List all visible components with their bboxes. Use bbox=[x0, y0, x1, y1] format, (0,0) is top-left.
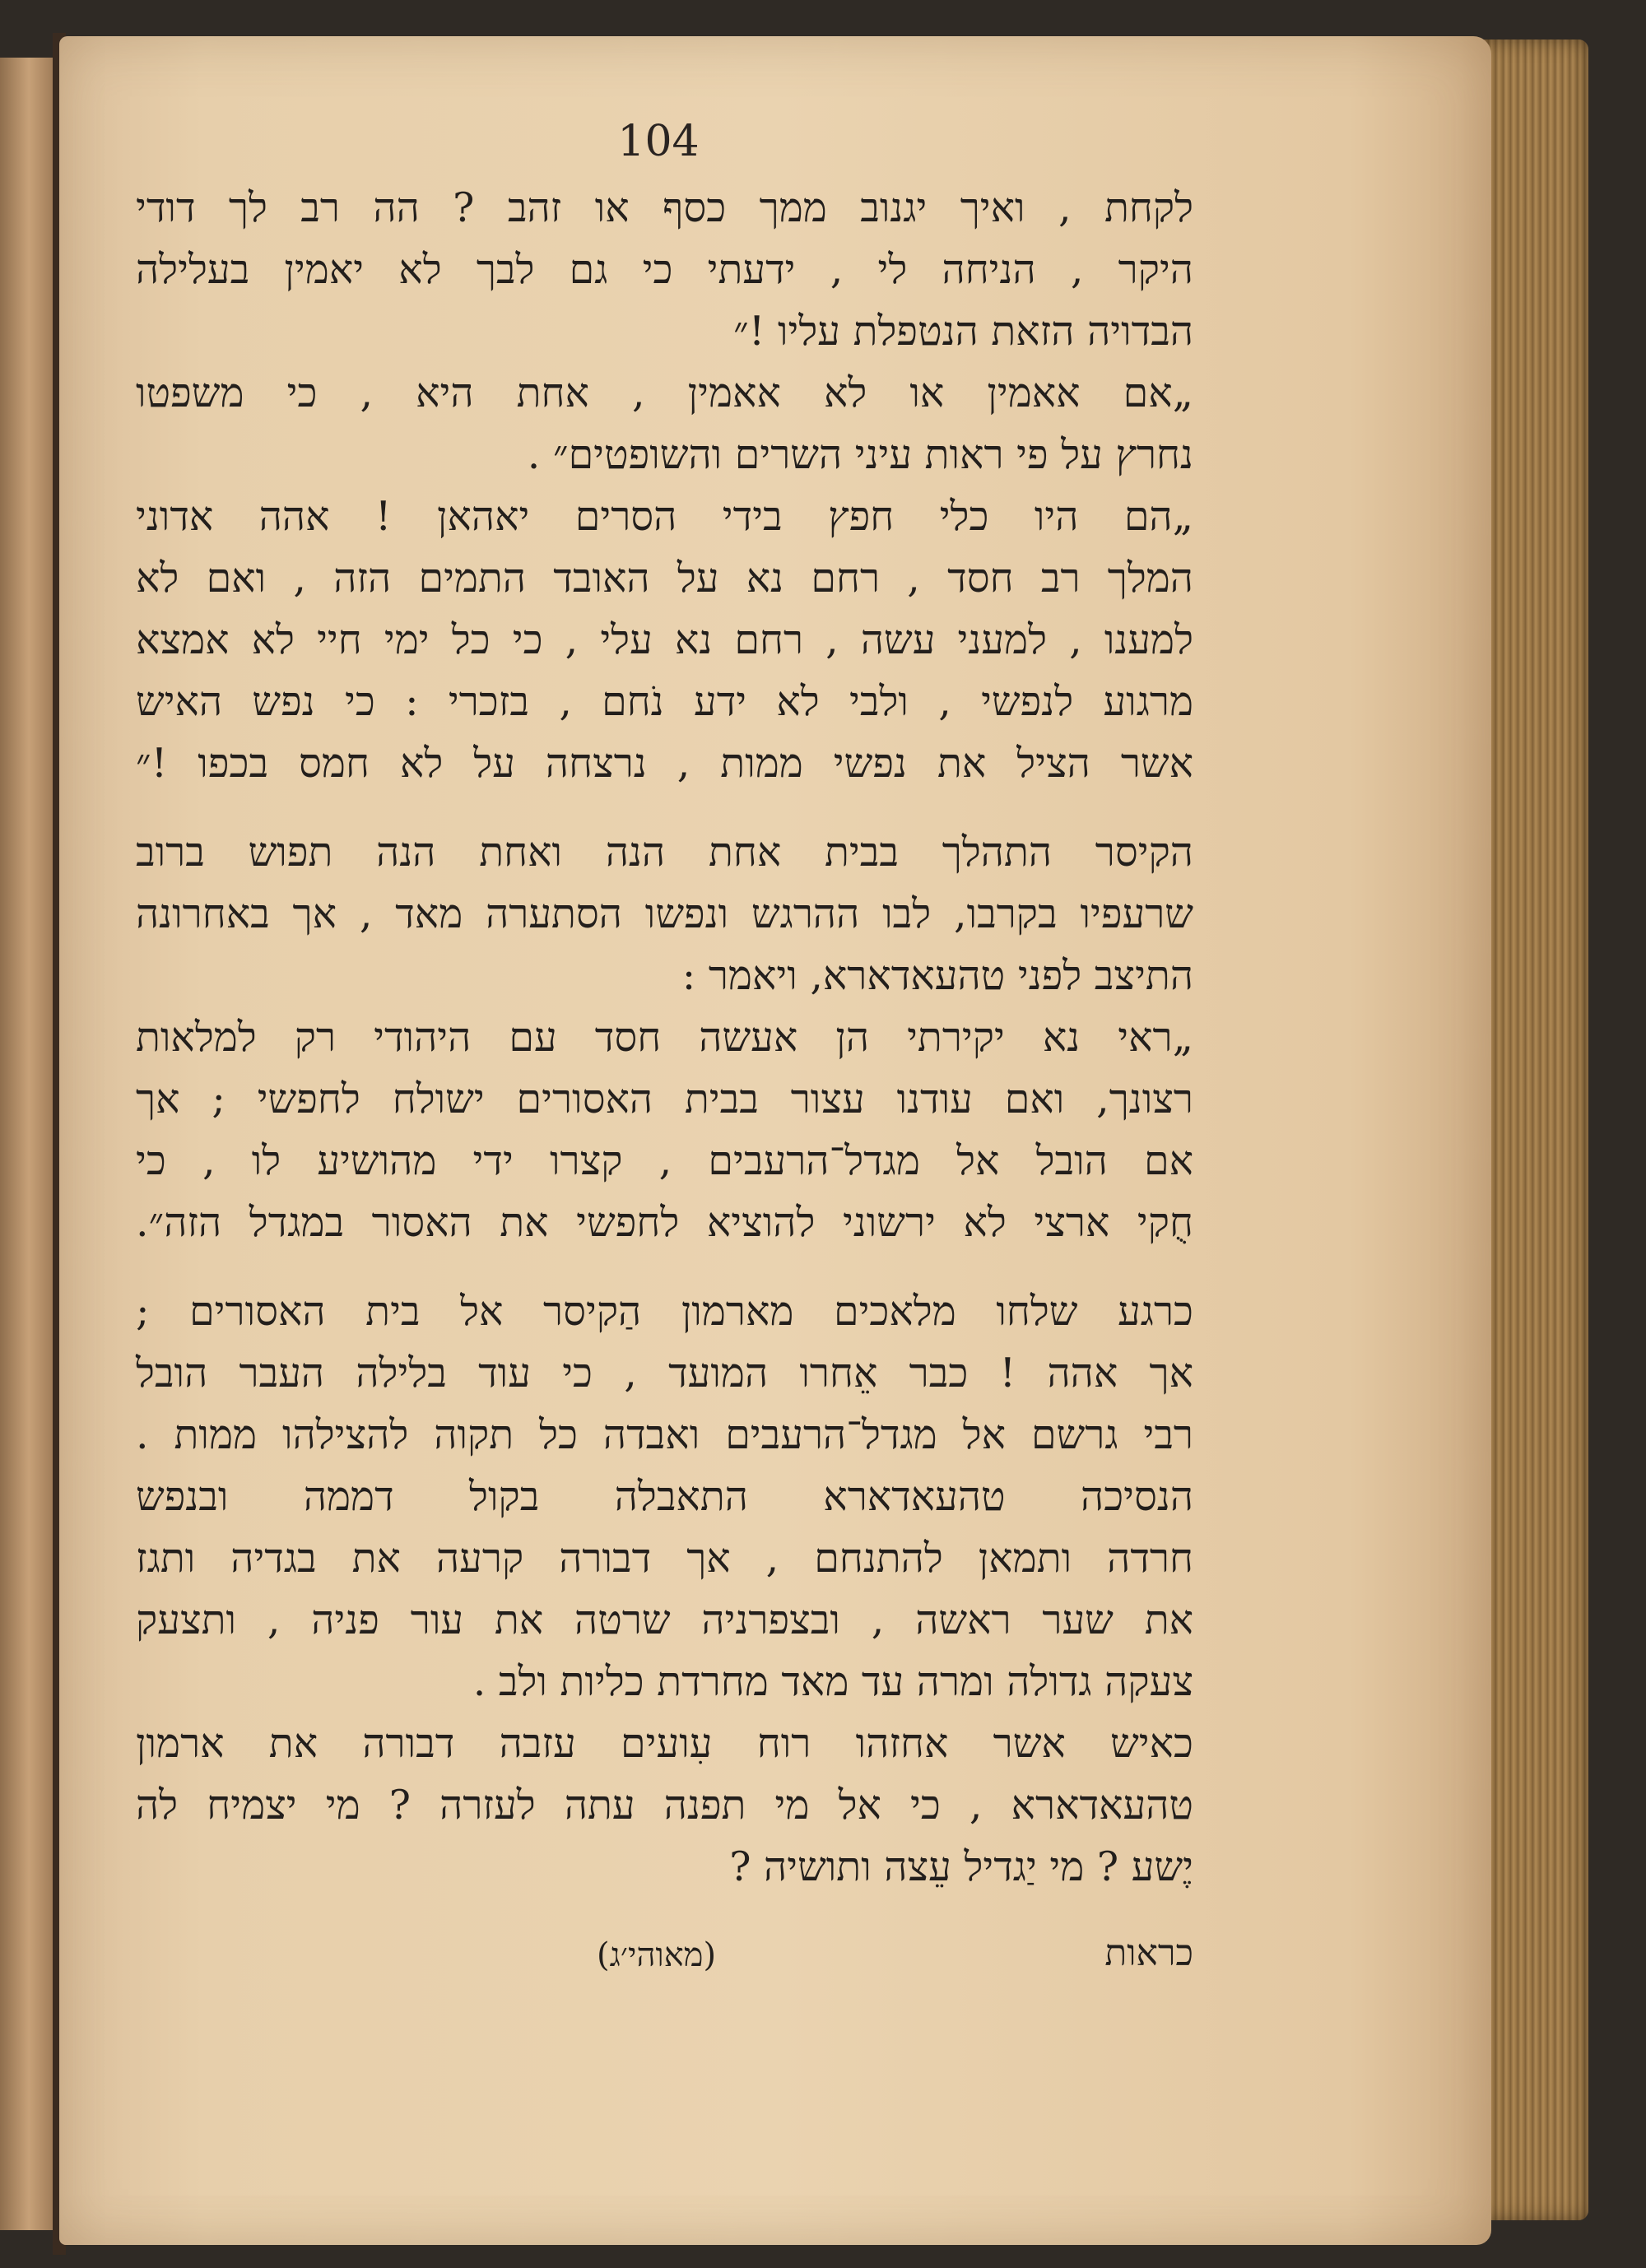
text-line: לקחת , ואיך יגנוב ממך כסף או זהב ? הה רב לך דודי bbox=[136, 184, 1193, 231]
text-line: רבי גרשם אל מגדל־הרעבים ואבדה כל תקוה להצילהו ממות . bbox=[136, 1411, 1193, 1458]
text-line: כרגע שלחו מלאכים מארמון הַקיסר אל בית האסורים ; bbox=[136, 1288, 1193, 1335]
text-line: המלך רב חסד , רחם נא על האובד התמים הזה , ואם לא bbox=[136, 555, 1193, 602]
text-line: „הם היו כלי חפץ בידי הסרים יאהאן ! אהה אדוני bbox=[136, 493, 1193, 540]
text-line: למענו , למעני עשה , רחם נא עלי , כי כל ימי חיי לא אמצא bbox=[136, 616, 1193, 663]
body-text bbox=[136, 177, 1193, 1898]
text-line: את שער ראשה , ובצפרניה שרטה את עור פניה , ותצעק bbox=[136, 1596, 1193, 1643]
signature-mark: (מאוהי׳ג) bbox=[597, 1936, 717, 1974]
previous-page-edge bbox=[0, 58, 55, 2230]
page-footer bbox=[136, 1932, 1193, 1994]
text-line: היקר , הניחה לי , ידעתי כי גם לבך לא יאמין בעלילה bbox=[136, 246, 1193, 293]
text-line: צעקה גדולה ומרה עד מאד מחרדת כליות ולב . bbox=[472, 1658, 1193, 1705]
text-line: „אם אאמין או לא אאמין , אחת היא , כי משפטו bbox=[136, 369, 1193, 416]
text-line: הבדויה הזאת הנטפלת עליו !״ bbox=[733, 308, 1193, 355]
text-line: מרגוע לנפשי , ולבי לא ידע נֹחם , בזכרי : כי נפש האיש bbox=[136, 678, 1193, 725]
text-line: התיצב לפני טהעאדארא, ויאמר : bbox=[681, 952, 1193, 999]
text-line: חֻקי ארצי לא ירשוני להוציא לחפשי את האסור במגדל הזה״. bbox=[136, 1199, 1193, 1246]
page-block-edge bbox=[1481, 40, 1588, 2220]
text-line: אם הובל אל מגדל־הרעבים , קצרו ידי מהושיע לו , כי bbox=[136, 1137, 1193, 1184]
text-line: יֶשע ? מי יַגדיל עֵצה ותושיה ? bbox=[729, 1843, 1193, 1890]
paragraph-gap bbox=[136, 1253, 1193, 1280]
page-number: 104 bbox=[617, 117, 700, 166]
text-line: שרעפיו בקרבו, לבו ההרגש ונפשו הסתערה מאד , אך באחרונה bbox=[136, 890, 1193, 937]
text-line: הנסיכה טהעאדארא התאבלה בקול דממה ובנפש bbox=[136, 1473, 1193, 1520]
catchword: כראות bbox=[1104, 1932, 1193, 1974]
text-line: „ראי נא יקירתי הן אעשה חסד עם היהודי רק למלאות bbox=[136, 1014, 1193, 1061]
paragraph-gap bbox=[136, 794, 1193, 821]
text-line: חרדה ותמאן להתנחם , אך דבורה קרעה את בגדיה ותגז bbox=[136, 1535, 1193, 1582]
text-line: הקיסר התהלך בבית אחת הנה ואחת הנה תפוש ברוב bbox=[136, 829, 1193, 876]
text-line: טהעאדארא , כי אל מי תפנה עתה לעזרה ? מי יצמיח לה bbox=[136, 1782, 1193, 1829]
text-line: נחרץ על פי ראות עיני השרים והשופטים״ . bbox=[527, 431, 1193, 478]
text-line: אשר הציל את נפשי ממות , נרצחה על לא חמס בכפו !״ bbox=[136, 740, 1193, 787]
text-line: אך אהה ! כבר אֵחרו המועד , כי עוד בלילה העבר הובל bbox=[136, 1350, 1193, 1397]
text-line: רצונך, ואם עודנו עצור בבית האסורים ישולח לחפשי ; אך bbox=[136, 1076, 1193, 1122]
text-line: כאיש אשר אחזהו רוח עִועים עזבה דבורה את ארמון bbox=[136, 1720, 1193, 1767]
